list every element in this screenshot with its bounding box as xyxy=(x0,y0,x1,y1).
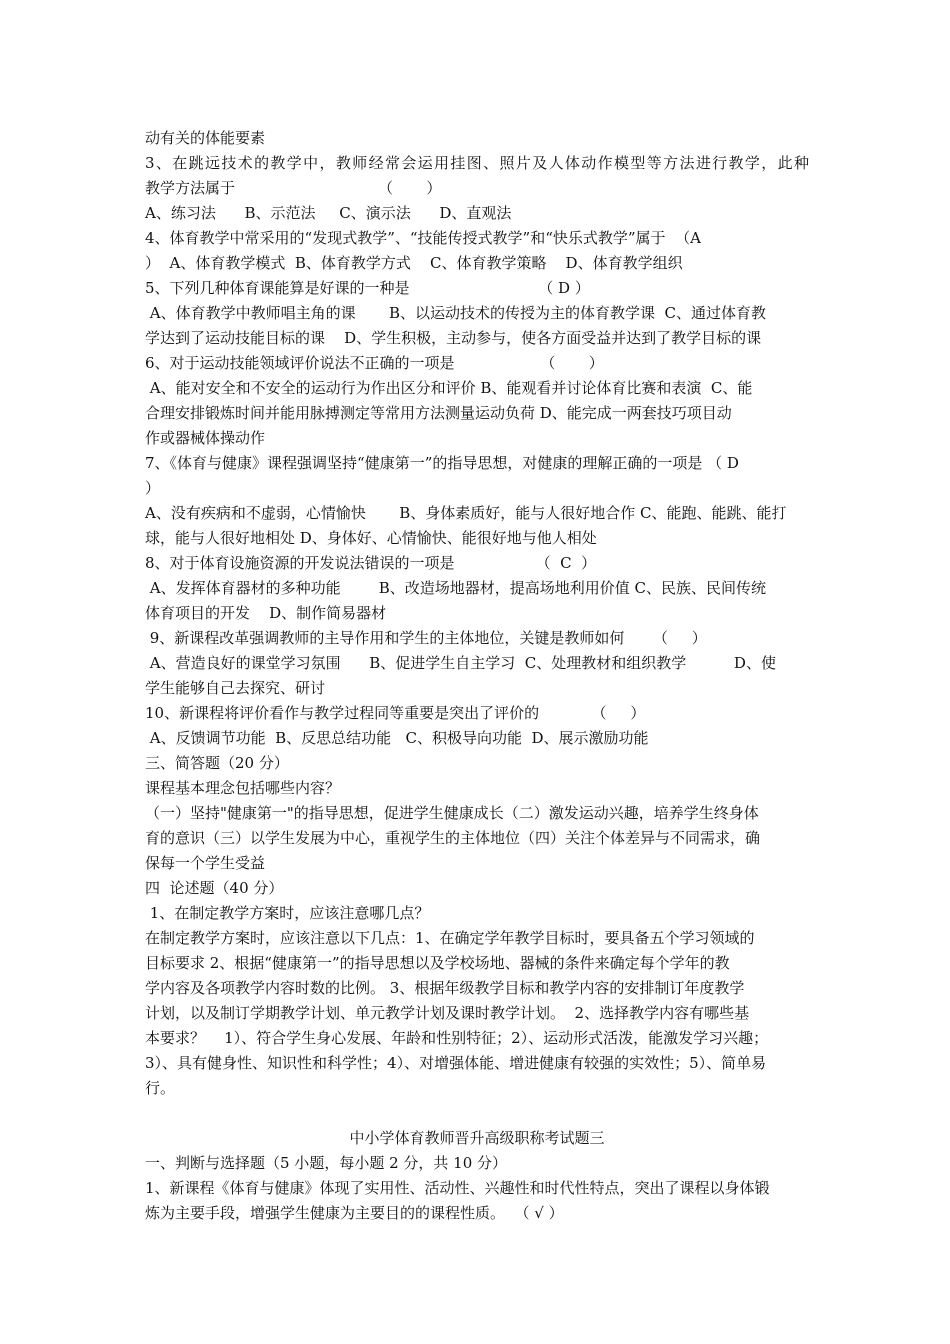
text-line: 育的意识（三）以学生发展为中心，重视学生的主体地位（四）关注个体差异与不同需求，确 xyxy=(145,829,761,847)
text-line: 7、《体育与健康》课程强调坚持“健康第一”的指导思想，对健康的理解正确的一项是 （ D xyxy=(145,454,739,472)
question-text: 1、在制定教学方案时，应该注意哪几点？ xyxy=(145,904,430,922)
blank-line xyxy=(145,1101,809,1126)
text-line: 教学方法属于 （ ） xyxy=(145,179,442,197)
text-line: 9、新课程改革强调教师的主导作用和学生的主体地位，关键是教师如何 （ ） xyxy=(145,629,707,647)
text-line: 炼为主要手段，增强学生健康为主要目的的课程性质。 （ √ ） xyxy=(145,1204,564,1222)
text-line: 5、下列几种体育课能算是好课的一种是 （ D ） xyxy=(145,279,590,297)
text-line: A、反馈调节功能 B、反思总结功能 C、积极导向功能 D、展示激励功能 xyxy=(145,729,649,747)
text-line: A、没有疾病和不虚弱，心情愉快 B、身体素质好，能与人很好地合作 C、能跑、能跳、能打 xyxy=(145,504,787,522)
text-line: 学达到了运动技能目标的课 D、学生积极，主动参与，使各方面受益并达到了教学目标的课 xyxy=(145,329,762,347)
text-line: 3、在跳远技术的教学中，教师经常会运用挂图、照片及人体动作模型等方法进行教学，此种 xyxy=(145,154,809,172)
text-line: 学生能够自己去探究、研讨 xyxy=(145,679,326,697)
document-body xyxy=(145,126,809,1226)
text-line: 球，能与人很好地相处 D、身体好、心情愉快、能很好地与他人相处 xyxy=(145,529,597,547)
text-line: A、营造良好的课堂学习氛围 B、促进学生自主学习 C、处理教材和组织教学 D、使 xyxy=(145,654,776,672)
text-line: （一）坚持"健康第一"的指导思想，促进学生健康成长（二）激发运动兴趣，培养学生终身体 xyxy=(145,804,759,822)
text-line: 合理安排锻炼时间并能用脉搏测定等常用方法测量运动负荷 D、能完成一两套技巧项目动 xyxy=(145,404,732,422)
text-line: 1、新课程《体育与健康》体现了实用性、活动性、兴趣性和时代性特点，突出了课程以身体锻 xyxy=(145,1179,770,1197)
text-line: 学内容及各项教学内容时数的比例。 3、根据年级教学目标和教学内容的安排制订年度教学 xyxy=(145,979,745,997)
section-heading: 三、简答题（20 分） xyxy=(145,754,289,772)
text-line: 动有关的体能要素 xyxy=(145,129,266,147)
text-line: 目标要求 2、根据“健康第一”的指导思想以及学校场地、器械的条件来确定每个学年的教 xyxy=(145,954,730,972)
text-line: 计划，以及制订学期教学计划、单元教学计划及课时教学计划。 2、选择教学内容有哪些基 xyxy=(145,1004,750,1022)
text-line: A、练习法 B、示范法 C、演示法 D、直观法 xyxy=(145,204,512,222)
section-heading: 四 论述题（40 分） xyxy=(145,879,284,897)
text-line: A、体育教学中教师唱主角的课 B、以运动技术的传授为主的体育教学课 C、通过体育教 xyxy=(145,304,767,322)
text-line: 本要求？ 1）、符合学生身心发展、年龄和性别特征；2）、运动形式活泼，能激发学习兴趣； xyxy=(145,1029,769,1047)
text-line: 4、体育教学中常采用的“发现式教学”、“技能传授式教学”和“快乐式教学”属于 （A xyxy=(145,229,701,247)
section-heading: 一、判断与选择题（5 小题，每小题 2 分，共 10 分） xyxy=(145,1154,508,1172)
text-line: ） A、体育教学模式 B、体育教学方式 C、体育教学策略 D、体育教学组织 xyxy=(145,254,683,272)
text-line: A、发挥体育器材的多种功能 B、改造场地器材，提高场地利用价值 C、民族、民间传统 xyxy=(145,579,767,597)
text-line: 行。 xyxy=(145,1079,176,1097)
question-text: 课程基本理念包括哪些内容？ xyxy=(145,779,341,797)
text-line: A、能对安全和不安全的运动行为作出区分和评价 B、能观看并讨论体育比赛和表演 C、能 xyxy=(145,379,753,397)
text-line: 在制定教学方案时，应该注意以下几点：1、在确定学年教学目标时，要具备五个学习领域的 xyxy=(145,929,755,947)
text-line: 8、对于体育设施资源的开发说法错误的一项是 （ C ） xyxy=(145,554,597,572)
text-line: 体育项目的开发 D、制作简易器材 xyxy=(145,604,387,622)
section-title: 中小学体育教师晋升高级职称考试题三 xyxy=(349,1129,605,1147)
text-line: 保每一个学生受益 xyxy=(145,854,266,872)
text-line: 10、新课程将评价看作与教学过程同等重要是突出了评价的 （ ） xyxy=(145,704,646,722)
text-line: 作或器械体操动作 xyxy=(145,429,266,447)
text-line: 6、对于运动技能领域评价说法不正确的一项是 （ ） xyxy=(145,354,604,372)
text-line: ） xyxy=(145,479,161,497)
text-line: 3）、具有健身性、知识性和科学性；4）、对增强体能、增进健康有较强的实效性；5）、简单易 xyxy=(145,1054,767,1072)
